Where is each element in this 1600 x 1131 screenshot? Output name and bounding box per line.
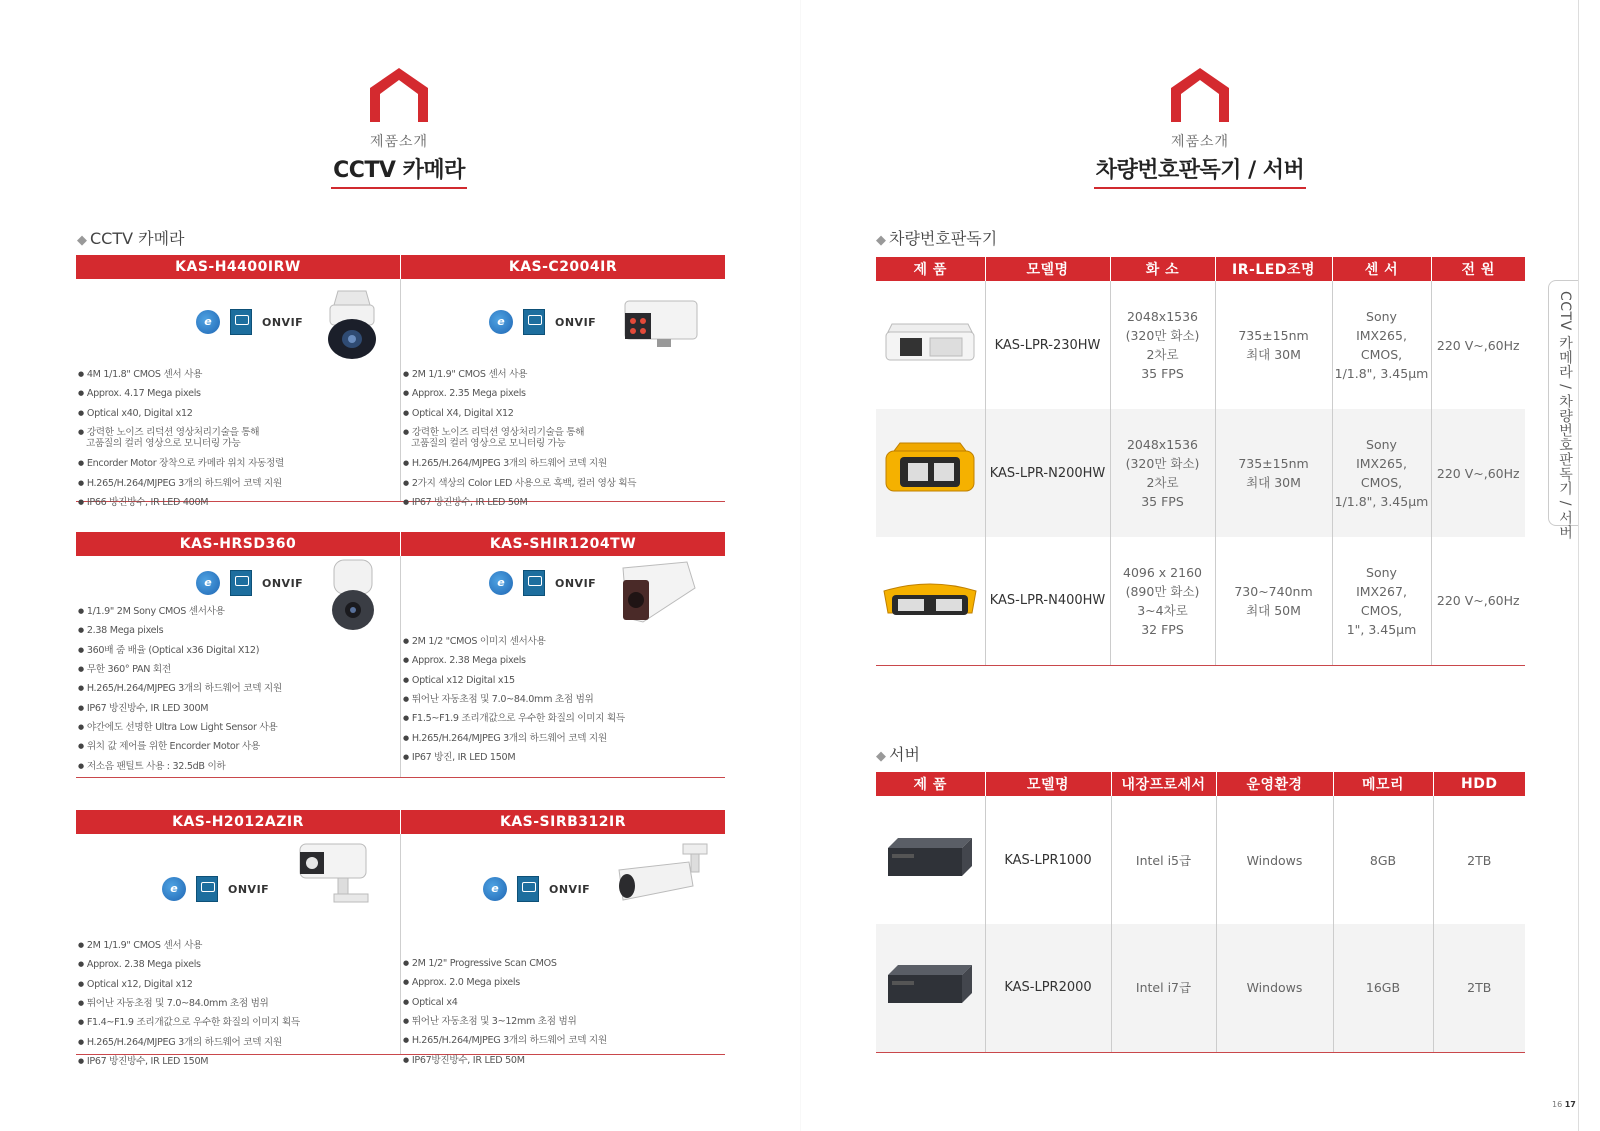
right-header-title: 차량번호판독기 / 서버 (1094, 153, 1307, 189)
model-name: KAS-C2004IR (508, 259, 618, 275)
column-header: HDD (1433, 772, 1525, 796)
model-cell: KAS-LPR1000 (985, 796, 1111, 924)
kc-cert-icon: e (196, 310, 220, 334)
column-header: 모델명 (985, 772, 1111, 796)
product-image-cell (876, 281, 985, 409)
server-table (876, 772, 1525, 1053)
sensor-cell: Sony IMX265, CMOS, 1/1.8", 3.45μm (1332, 281, 1431, 409)
product-image-cell (876, 409, 985, 537)
model-cell: KAS-LPR-N400HW (985, 537, 1110, 665)
spec-list: ● 2M 1/2 "CMOS 이미지 센서사용 ● Approx. 2.38 Mega pixels ● Optical x12 Digital x15 ● 뛰어난 자동초점 및 7.0~84.0mm 초점 범위 ● F1.5~F1.9 조리개값으로 우수한 화질의 이미지 획득 ● H.265/H.264/MJPEG 3개의 하드웨어 코덱 지원 ● IP67 방진, IR LED 150M (403, 636, 625, 763)
camera-block-header (76, 810, 725, 834)
tta-cert-icon (523, 570, 545, 596)
onvif-logo-icon: ONVIF (549, 882, 591, 896)
speed-dome-camera-image (328, 558, 378, 632)
tta-cert-icon (196, 876, 218, 902)
column-header: 제 품 (876, 257, 985, 281)
hdd-cell: 2TB (1433, 924, 1525, 1052)
house-logo-icon (1169, 66, 1231, 126)
table-row (876, 281, 1525, 409)
onvif-logo-icon: ONVIF (228, 882, 270, 896)
left-header-title: CCTV 카메라 (331, 153, 467, 189)
camera-card (76, 834, 401, 1067)
camera-block-header (76, 255, 725, 279)
model-name: KAS-HRSD360 (76, 532, 401, 556)
model-name: KAS-H4400IRW (76, 255, 401, 279)
column-header: 운영환경 (1216, 772, 1333, 796)
box-camera-image (621, 295, 701, 351)
ir-led-cell: 730~740nm 최대 50M (1215, 537, 1332, 665)
spec-list: ● 2M 1/1.9" CMOS 센서 사용 ● Approx. 2.35 Mega pixels ● Optical X4, Digital X12 ● 강력한 노이즈 리덕션 영상처리기술을 통해 고품질의 컬러 영상으로 모니터링 가능 ● H.265/H.264/MJPEG 3개의 하드웨어 코덱 지원 ● 2가지 색상의 Color LED 사용으로 흑백, 컬러 영상 획득 ● IP67 방진방수, IR LED 50M (403, 369, 637, 508)
side-index-tab[interactable] (1548, 280, 1578, 540)
column-header: 화 소 (1110, 257, 1215, 281)
model-cell: KAS-LPR-N200HW (985, 409, 1110, 537)
pixel-cell: 2048x1536 (320만 화소) 2차로 35 FPS (1110, 281, 1215, 409)
diamond-bullet-icon: ◆ (876, 749, 886, 764)
column-header: 센 서 (1332, 257, 1431, 281)
sensor-cell: Sony IMX267, CMOS, 1", 3.45μm (1332, 537, 1431, 665)
column-header: 모델명 (985, 257, 1110, 281)
product-image-cell (876, 924, 985, 1052)
product-image-cell (876, 537, 985, 665)
table-row (876, 537, 1525, 665)
camera-block-header (76, 532, 725, 556)
lpr-table (876, 257, 1525, 666)
rack-server-image (884, 834, 976, 882)
outdoor-bullet-camera-image (613, 840, 711, 906)
right-header-subtitle: 제품소개 (1170, 134, 1230, 150)
diamond-bullet-icon: ◆ (876, 233, 886, 248)
cpu-cell: Intel i7급 (1111, 924, 1216, 1052)
tta-cert-icon (517, 876, 539, 902)
ir-bullet-camera-image (294, 840, 378, 906)
sensor-cell: Sony IMX265, CMOS, 1/1.8", 3.45μm (1332, 409, 1431, 537)
lpr-camera-white-image (880, 318, 980, 368)
diamond-bullet-icon: ◆ (77, 233, 87, 248)
right-page-header (1020, 66, 1380, 189)
spec-list: ● 1/1.9" 2M Sony CMOS 센서사용 ● 2.38 Mega pixels ● 360배 줌 배율 (Optical x36 Digital X12) ● 무한 360° PAN 회전 ● H.265/H.264/MJPEG 3개의 하드웨어 코덱 지원 ● IP67 방진방수, IR LED 300M ● 야간에도 선명한 Ultra Low Light Sensor 사용 ● 위치 값 제어를 위한 Encorder Motor 사용 ● 저소음 팬틸트 사용 : 32.5dB 이하 (78, 606, 282, 772)
os-cell: Windows (1216, 924, 1333, 1052)
tta-cert-icon (230, 570, 252, 596)
model-name: KAS-SIRB312IR (499, 814, 627, 830)
left-page-header (219, 66, 579, 189)
table-row (876, 924, 1525, 1052)
memory-cell: 8GB (1333, 796, 1433, 924)
column-header: 내장프로세서 (1111, 772, 1216, 796)
model-cell: KAS-LPR-230HW (985, 281, 1110, 409)
model-cell: KAS-LPR2000 (985, 924, 1111, 1052)
kc-cert-icon: e (489, 571, 513, 595)
spec-list: ● 4M 1/1.8" CMOS 센서 사용 ● Approx. 4.17 Mega pixels ● Optical x40, Digital x12 ● 강력한 노이즈 리덕션 영상처리기술을 통해 고품질의 컬러 영상으로 모니터링 가능 ● Encorder Motor 장착으로 카메라 위치 자동정렬 ● H.265/H.264/MJPEG 3개의 하드웨어 코덱 지원 ● IP66 방진방수, IR LED 400M (78, 369, 284, 508)
tta-cert-icon (230, 309, 252, 335)
kc-cert-icon: e (483, 877, 507, 901)
spec-list: ● 2M 1/1.9" CMOS 센서 사용 ● Approx. 2.38 Mega pixels ● Optical x12, Digital x12 ● 뛰어난 자동초점 및 7.0~84.0mm 초점 범위 ● F1.4~F1.9 조리개값으로 우수한 화질의 이미지 획득 ● H.265/H.264/MJPEG 3개의 하드웨어 코덱 지원 ● IP67 방진방수, IR LED 150M (78, 940, 300, 1067)
tta-cert-icon (523, 309, 545, 335)
column-header: 전 원 (1431, 257, 1525, 281)
column-header: IR-LED조명 (1215, 257, 1332, 281)
page-divider (800, 0, 801, 1131)
table-row (876, 409, 1525, 537)
cpu-cell: Intel i5급 (1111, 796, 1216, 924)
camera-card (401, 279, 725, 508)
onvif-logo-icon: ONVIF (262, 576, 304, 590)
lpr-camera-dual-image (880, 573, 980, 623)
column-header: 메모리 (1333, 772, 1433, 796)
house-logo-icon (368, 66, 430, 126)
hdd-cell: 2TB (1467, 852, 1492, 868)
os-cell: Windows (1216, 796, 1333, 924)
product-image-cell (876, 796, 985, 924)
onvif-logo-icon: ONVIF (262, 315, 304, 329)
table-header-row (876, 772, 1525, 796)
power-cell: 220 V~,60Hz (1431, 409, 1525, 537)
camera-block-1 (76, 255, 725, 508)
ptz-dome-camera-image (324, 285, 380, 361)
kc-cert-icon: e (196, 571, 220, 595)
camera-card (401, 556, 725, 777)
power-cell: 220 V~,60Hz (1436, 337, 1520, 353)
ir-led-cell: 735±15nm 최대 30M (1215, 281, 1332, 409)
model-name: KAS-H2012AZIR (76, 810, 401, 834)
table-header-row (876, 257, 1525, 281)
server-section-title: ◆ 서버 (876, 745, 920, 764)
page-edge-line (1578, 0, 1579, 1131)
lpr-camera-yellow-image (880, 441, 980, 501)
kc-cert-icon: e (489, 310, 513, 334)
table-row (876, 796, 1525, 924)
pixel-cell: 2048x1536 (320만 화소) 2차로 35 FPS (1110, 409, 1215, 537)
camera-card (401, 834, 725, 1066)
cctv-section-title: ◆ CCTV 카메라 (77, 229, 185, 248)
power-cell: 220 V~,60Hz (1431, 537, 1525, 665)
page-number: 16 17 (1552, 1100, 1576, 1109)
camera-block-2 (76, 532, 725, 778)
memory-cell: 16GB (1333, 924, 1433, 1052)
left-header-subtitle: 제품소개 (369, 134, 429, 150)
kc-cert-icon: e (162, 877, 186, 901)
lpr-section-title: ◆ 차량번호판독기 (876, 229, 998, 248)
column-header: 제 품 (876, 772, 985, 796)
onvif-logo-icon: ONVIF (555, 315, 597, 329)
side-tab-label: CCTV 카메라 / 차량번호판독기 / 서버 (1557, 291, 1573, 540)
camera-card (76, 279, 401, 508)
rack-server-image (884, 961, 976, 1009)
bullet-camera-image (617, 558, 699, 632)
spec-list: ● 2M 1/2" Progressive Scan CMOS ● Approx. 2.0 Mega pixels ● Optical x4 ● 뛰어난 자동초점 및 3~12mm 초점 범위 ● H.265/H.264/MJPEG 3개의 하드웨어 코덱 지원 ● IP67방진방수, IR LED 50M (403, 958, 607, 1066)
pixel-cell: 4096 x 2160 (890만 화소) 3~4차로 32 FPS (1110, 537, 1215, 665)
camera-card (76, 556, 401, 777)
camera-block-3 (76, 810, 725, 1067)
ir-led-cell: 735±15nm 최대 30M (1215, 409, 1332, 537)
model-name: KAS-SHIR1204TW (489, 536, 637, 552)
onvif-logo-icon: ONVIF (555, 576, 597, 590)
